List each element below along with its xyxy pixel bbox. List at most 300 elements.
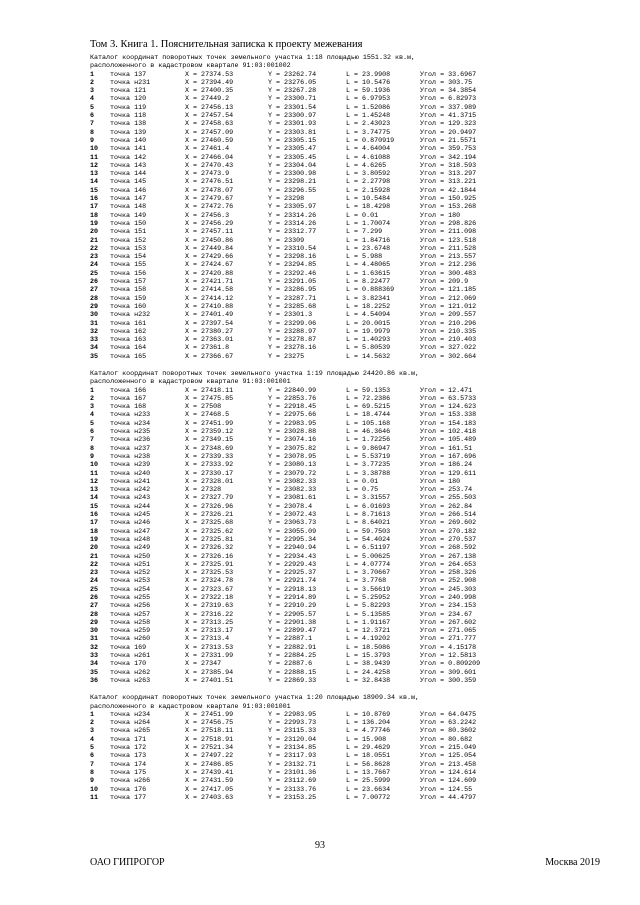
coord-x: X = 27374.53	[185, 70, 234, 79]
coord-y: Y = 22995.34	[268, 535, 317, 544]
point-name: точка 146	[110, 186, 147, 195]
coord-x: X = 27401.49	[185, 311, 234, 320]
direction-angle: Угол = 124.614	[420, 768, 477, 777]
point-name: точка 139	[110, 128, 147, 137]
table-row	[90, 420, 592, 428]
point-index: 26	[90, 278, 99, 287]
segment-length: L = 0.870919	[346, 136, 395, 145]
segment-length: L = 6.51197	[346, 544, 391, 553]
point-index: 17	[90, 519, 99, 528]
table-row	[90, 669, 592, 677]
point-name: точка 148	[110, 203, 147, 212]
point-name: точка 119	[110, 103, 147, 112]
point-name: точка 168	[110, 403, 147, 412]
page-footer	[90, 857, 600, 868]
point-name: точка 159	[110, 294, 147, 303]
direction-angle: Угол = 123.518	[420, 236, 477, 245]
coord-y: Y = 22925.37	[268, 569, 317, 578]
point-index: 27	[90, 286, 99, 295]
coordinate-catalog	[90, 54, 592, 361]
table-row	[90, 478, 592, 486]
coord-x: X = 27466.04	[185, 153, 234, 162]
direction-angle: Угол = 270.182	[420, 527, 477, 536]
point-index: 12	[90, 161, 99, 170]
coord-x: X = 27458.63	[185, 120, 234, 129]
point-index: 11	[90, 469, 99, 478]
coord-y: Y = 23081.61	[268, 494, 317, 503]
point-index: 5	[90, 744, 95, 753]
catalog-title-line: расположенного в кадастровом квартале 91:03:001002	[90, 62, 291, 71]
segment-length: L = 56.8628	[346, 760, 391, 769]
table-row	[90, 660, 592, 668]
point-index: 20	[90, 544, 99, 553]
table-row	[90, 228, 592, 236]
direction-angle: Угол = 300.483	[420, 269, 477, 278]
coord-x: X = 27421.71	[185, 278, 234, 287]
point-index: 18	[90, 211, 99, 220]
point-name: точка 147	[110, 195, 147, 204]
point-name: точка 160	[110, 302, 147, 311]
direction-angle: Угол = 63.2242	[420, 719, 477, 728]
coord-x: X = 27456.75	[185, 719, 234, 728]
point-name: точка н238	[110, 452, 151, 461]
direction-angle: Угол = 300.359	[420, 676, 477, 685]
segment-length: L = 3.70667	[346, 569, 391, 578]
coord-x: X = 27476.51	[185, 178, 234, 187]
coord-y: Y = 22940.94	[268, 544, 317, 553]
point-index: 28	[90, 294, 99, 303]
point-index: 1	[90, 710, 95, 719]
coord-y: Y = 23305.47	[268, 145, 317, 154]
direction-angle: Угол = 210.296	[420, 319, 477, 328]
segment-length: L = 32.8438	[346, 676, 391, 685]
coord-x: X = 27326.96	[185, 502, 234, 511]
point-name: точка н251	[110, 560, 151, 569]
point-index: 21	[90, 552, 99, 561]
point-name: точка н235	[110, 428, 151, 437]
table-row	[90, 494, 592, 502]
point-name: точка н253	[110, 577, 151, 586]
coord-x: X = 27521.34	[185, 744, 234, 753]
table-row	[90, 577, 592, 585]
direction-angle: Угол = 12.471	[420, 386, 473, 395]
direction-angle: Угол = 302.664	[420, 352, 477, 361]
table-row	[90, 95, 592, 103]
coord-x: X = 27326.21	[185, 511, 234, 520]
coord-y: Y = 22918.13	[268, 585, 317, 594]
point-name: точка н254	[110, 585, 151, 594]
coord-y: Y = 23303.81	[268, 128, 317, 137]
direction-angle: Угол = 359.753	[420, 145, 477, 154]
point-name: точка 137	[110, 70, 147, 79]
segment-length: L = 2.43023	[346, 120, 391, 129]
direction-angle: Угол = 34.3854	[420, 87, 477, 96]
table-row	[90, 528, 592, 536]
point-index: 3	[90, 727, 95, 736]
direction-angle: Угол = 44.4797	[420, 793, 477, 802]
table-row	[90, 162, 592, 170]
table-row	[90, 328, 592, 336]
segment-length: L = 5.53719	[346, 452, 391, 461]
coord-x: X = 27457.11	[185, 228, 234, 237]
table-row	[90, 561, 592, 569]
segment-length: L = 3.56619	[346, 585, 391, 594]
coord-y: Y = 23132.71	[268, 760, 317, 769]
point-name: точка н255	[110, 594, 151, 602]
coord-y: Y = 23276.05	[268, 78, 317, 87]
table-row	[90, 278, 592, 286]
point-name: точка 149	[110, 211, 147, 220]
coord-x: X = 27359.12	[185, 428, 234, 437]
table-row	[90, 736, 592, 744]
coord-x: X = 27363.01	[185, 336, 234, 345]
table-row	[90, 644, 592, 652]
direction-angle: Угол = 161.51	[420, 444, 473, 453]
coord-y: Y = 23301.3	[268, 311, 313, 320]
point-name: точка 156	[110, 269, 147, 278]
direction-angle: Угол = 212.236	[420, 261, 477, 270]
coord-y: Y = 23101.36	[268, 768, 317, 777]
segment-length: L = 5.988	[346, 253, 383, 262]
point-index: 11	[90, 153, 99, 162]
coord-x: X = 27431.59	[185, 777, 234, 786]
point-name: точка н231	[110, 78, 151, 87]
point-name: точка 157	[110, 278, 147, 287]
point-index: 23	[90, 569, 99, 578]
point-index: 13	[90, 170, 99, 179]
point-name: точка н239	[110, 461, 151, 470]
direction-angle: Угол = 42.1844	[420, 186, 477, 195]
point-name: точка 166	[110, 386, 147, 395]
coordinate-catalog	[90, 370, 592, 685]
point-index: 8	[90, 444, 95, 453]
point-name: точка 172	[110, 744, 147, 753]
point-name: точка 151	[110, 228, 147, 237]
point-name: точка н256	[110, 602, 151, 611]
coord-x: X = 27325.91	[185, 560, 234, 569]
direction-angle: Угол = 271.065	[420, 627, 477, 636]
direction-angle: Угол = 124.623	[420, 403, 477, 412]
table-row	[90, 619, 592, 627]
point-index: 25	[90, 585, 99, 594]
segment-length: L = 5.13585	[346, 610, 391, 619]
direction-angle: Угол = 213.557	[420, 253, 477, 262]
coord-y: Y = 23301.93	[268, 120, 317, 129]
catalogs-container	[90, 54, 592, 802]
segment-length: L = 14.5632	[346, 352, 391, 361]
coord-y: Y = 22934.43	[268, 552, 317, 561]
direction-angle: Угол = 268.592	[420, 544, 477, 553]
table-row	[90, 387, 592, 395]
segment-length: L = 1.91167	[346, 618, 391, 627]
coord-x: X = 27322.18	[185, 594, 234, 602]
coord-y: Y = 23291.05	[268, 278, 317, 287]
point-name: точка н250	[110, 552, 151, 561]
coord-y: Y = 23120.04	[268, 735, 317, 744]
table-row	[90, 752, 592, 760]
point-index: 22	[90, 244, 99, 253]
point-name: точка 153	[110, 244, 147, 253]
coord-y: Y = 23078.95	[268, 452, 317, 461]
point-name: точка н234	[110, 710, 151, 719]
segment-length: L = 18.0551	[346, 752, 391, 761]
coord-y: Y = 23305.15	[268, 136, 317, 145]
coord-x: X = 27424.67	[185, 261, 234, 270]
segment-length: L = 1.52086	[346, 103, 391, 112]
coord-y: Y = 22914.89	[268, 594, 317, 602]
point-name: точка 158	[110, 286, 147, 295]
table-row	[90, 120, 592, 128]
coord-y: Y = 23300.71	[268, 95, 317, 104]
segment-length: L = 18.4298	[346, 203, 391, 212]
direction-angle: Угол = 269.602	[420, 519, 477, 528]
segment-length: L = 59.1353	[346, 386, 391, 395]
segment-length: L = 3.38788	[346, 469, 391, 478]
segment-length: L = 4.64004	[346, 145, 391, 154]
table-row	[90, 137, 592, 145]
point-index: 34	[90, 344, 99, 353]
point-name: точка 141	[110, 145, 147, 154]
coord-x: X = 27385.94	[185, 668, 234, 677]
coord-y: Y = 23028.88	[268, 428, 317, 437]
direction-angle: Угол = 337.989	[420, 103, 477, 112]
table-row	[90, 154, 592, 162]
point-index: 31	[90, 635, 99, 644]
table-row	[90, 71, 592, 79]
point-name: точка 162	[110, 327, 147, 336]
coord-x: X = 27326.32	[185, 544, 234, 553]
segment-length: L = 3.74775	[346, 128, 391, 137]
table-row	[90, 744, 592, 752]
point-index: 4	[90, 411, 95, 420]
coord-y: Y = 23112.69	[268, 777, 317, 786]
segment-length: L = 10.8769	[346, 710, 391, 719]
coord-y: Y = 22884.25	[268, 652, 317, 661]
segment-length: L = 6.01693	[346, 502, 391, 511]
segment-length: L = 24.4258	[346, 668, 391, 677]
section-gap	[90, 361, 592, 370]
segment-length: L = 4.77746	[346, 727, 391, 736]
table-row	[90, 635, 592, 643]
coord-x: X = 27497.22	[185, 752, 234, 761]
table-row	[90, 187, 592, 195]
table-row	[90, 586, 592, 594]
table-row	[90, 519, 592, 527]
coord-y: Y = 23292.46	[268, 269, 317, 278]
direction-angle: Угол = 129.611	[420, 469, 477, 478]
direction-angle: Угол = 255.503	[420, 494, 477, 503]
table-row	[90, 569, 592, 577]
point-index: 15	[90, 502, 99, 511]
coord-y: Y = 22888.15	[268, 668, 317, 677]
point-index: 35	[90, 352, 99, 361]
direction-angle: Угол = 327.022	[420, 344, 477, 353]
table-row	[90, 794, 592, 802]
point-index: 7	[90, 760, 95, 769]
direction-angle: Угол = 309.601	[420, 668, 477, 677]
segment-length: L = 3.31557	[346, 494, 391, 503]
point-name: точка н244	[110, 502, 151, 511]
point-index: 28	[90, 610, 99, 619]
direction-angle: Угол = 210.403	[420, 336, 477, 345]
table-row	[90, 436, 592, 444]
direction-angle: Угол = 21.5571	[420, 136, 477, 145]
point-index: 20	[90, 228, 99, 237]
point-index: 12	[90, 477, 99, 486]
segment-length: L = 1.84716	[346, 236, 391, 245]
table-row	[90, 353, 592, 361]
direction-angle: Угол = 213.458	[420, 760, 477, 769]
direction-angle: Угол = 153.268	[420, 203, 477, 212]
coord-x: X = 27478.07	[185, 186, 234, 195]
point-index: 6	[90, 752, 95, 761]
point-name: точка 145	[110, 178, 147, 187]
segment-length: L = 25.5999	[346, 777, 391, 786]
table-row	[90, 445, 592, 453]
table-row	[90, 411, 592, 419]
table-row	[90, 320, 592, 328]
point-name: точка 121	[110, 87, 147, 96]
coord-y: Y = 23301.54	[268, 103, 317, 112]
table-row	[90, 594, 592, 602]
point-name: точка н241	[110, 477, 151, 486]
coord-y: Y = 23055.09	[268, 527, 317, 536]
coord-x: X = 27508	[185, 403, 222, 412]
segment-length: L = 2.15928	[346, 186, 391, 195]
direction-angle: Угол = 105.489	[420, 436, 477, 445]
coord-y: Y = 23075.82	[268, 444, 317, 453]
point-name: точка н263	[110, 676, 151, 685]
coord-x: X = 27400.35	[185, 87, 234, 96]
direction-angle: Угол = 313.297	[420, 170, 477, 179]
coord-x: X = 27316.22	[185, 610, 234, 619]
direction-angle: Угол = 124.55	[420, 785, 473, 794]
segment-length: L = 136.204	[346, 719, 391, 728]
coord-y: Y = 23298.21	[268, 178, 317, 187]
direction-angle: Угол = 253.74	[420, 486, 473, 495]
point-name: точка 150	[110, 219, 147, 228]
segment-length: L = 15.3793	[346, 652, 391, 661]
coord-x: X = 27457.09	[185, 128, 234, 137]
coord-y: Y = 23305.45	[268, 153, 317, 162]
coord-y: Y = 23080.13	[268, 461, 317, 470]
coord-y: Y = 23267.28	[268, 87, 317, 96]
coord-x: X = 27326.16	[185, 552, 234, 561]
footer-org: ОАО ГИПРОГОР	[90, 857, 165, 868]
direction-angle: Угол = 124.609	[420, 777, 477, 786]
segment-length: L = 19.9979	[346, 327, 391, 336]
table-row	[90, 170, 592, 178]
segment-length: L = 38.9439	[346, 660, 391, 669]
point-name: точка 164	[110, 344, 147, 353]
direction-angle: Угол = 267.138	[420, 552, 477, 561]
direction-angle: Угол = 64.0475	[420, 710, 477, 719]
coord-x: X = 27333.92	[185, 461, 234, 470]
point-name: точка н258	[110, 618, 151, 627]
coord-x: X = 27361.8	[185, 344, 230, 353]
point-index: 2	[90, 78, 95, 87]
point-name: точка 167	[110, 394, 147, 403]
table-row	[90, 486, 592, 494]
point-index: 2	[90, 394, 95, 403]
coord-x: X = 27313.4	[185, 635, 230, 644]
direction-angle: Угол = 262.84	[420, 502, 473, 511]
coord-x: X = 27473.9	[185, 170, 230, 179]
direction-angle: Угол = 12.5813	[420, 652, 477, 661]
point-name: точка 143	[110, 161, 147, 170]
point-name: точка 175	[110, 768, 147, 777]
coord-y: Y = 22983.95	[268, 419, 317, 428]
point-index: 6	[90, 428, 95, 437]
coord-x: X = 27417.05	[185, 785, 234, 794]
point-name: точка н261	[110, 652, 151, 661]
direction-angle: Угол = 313.221	[420, 178, 477, 187]
direction-angle: Угол = 150.925	[420, 195, 477, 204]
segment-length: L = 4.54094	[346, 311, 391, 320]
direction-angle: Угол = 33.6967	[420, 70, 477, 79]
segment-length: L = 7.00772	[346, 793, 391, 802]
table-row	[90, 536, 592, 544]
coord-y: Y = 23298.16	[268, 253, 317, 262]
point-name: точка н237	[110, 444, 151, 453]
direction-angle: Угол = 209.9	[420, 278, 469, 287]
catalog-title-line: Каталог координат поворотных точек земельного участка 1:20 площадью 18909.34 кв.м,	[90, 694, 420, 703]
coord-y: Y = 22887.6	[268, 660, 313, 669]
table-row	[90, 253, 592, 261]
segment-length: L = 4.61088	[346, 153, 391, 162]
direction-angle: Угол = 153.338	[420, 411, 477, 420]
coord-x: X = 27347	[185, 660, 222, 669]
direction-angle: Угол = 4.15178	[420, 643, 477, 652]
coord-y: Y = 23314.26	[268, 219, 317, 228]
coord-y: Y = 23300.98	[268, 170, 317, 179]
point-index: 30	[90, 627, 99, 636]
direction-angle: Угол = 211.098	[420, 228, 477, 237]
coord-y: Y = 23299.06	[268, 319, 317, 328]
segment-length: L = 59.7503	[346, 527, 391, 536]
segment-length: L = 4.48065	[346, 261, 391, 270]
coord-x: X = 27456.3	[185, 211, 230, 220]
coord-y: Y = 23072.43	[268, 511, 317, 520]
direction-angle: Угол = 210.335	[420, 327, 477, 336]
coord-y: Y = 23309	[268, 236, 305, 245]
direction-angle: Угол = 258.326	[420, 569, 477, 578]
table-row	[90, 786, 592, 794]
point-index: 35	[90, 668, 99, 677]
point-index: 34	[90, 660, 99, 669]
coord-x: X = 27418.11	[185, 386, 234, 395]
table-row	[90, 261, 592, 269]
table-row	[90, 403, 592, 411]
point-name: точка 155	[110, 261, 147, 270]
table-row	[90, 769, 592, 777]
point-index: 32	[90, 643, 99, 652]
point-index: 22	[90, 560, 99, 569]
point-name: точка 177	[110, 793, 147, 802]
direction-angle: Угол = 209.557	[420, 311, 477, 320]
coord-y: Y = 23275	[268, 352, 305, 361]
point-index: 2	[90, 719, 95, 728]
coord-x: X = 27472.76	[185, 203, 234, 212]
point-name: точка 173	[110, 752, 147, 761]
table-row	[90, 344, 592, 352]
coord-y: Y = 22918.45	[268, 403, 317, 412]
page-number: 93	[315, 840, 325, 851]
table-row	[90, 470, 592, 478]
point-index: 24	[90, 577, 99, 586]
point-name: точка н245	[110, 511, 151, 520]
point-index: 27	[90, 602, 99, 611]
